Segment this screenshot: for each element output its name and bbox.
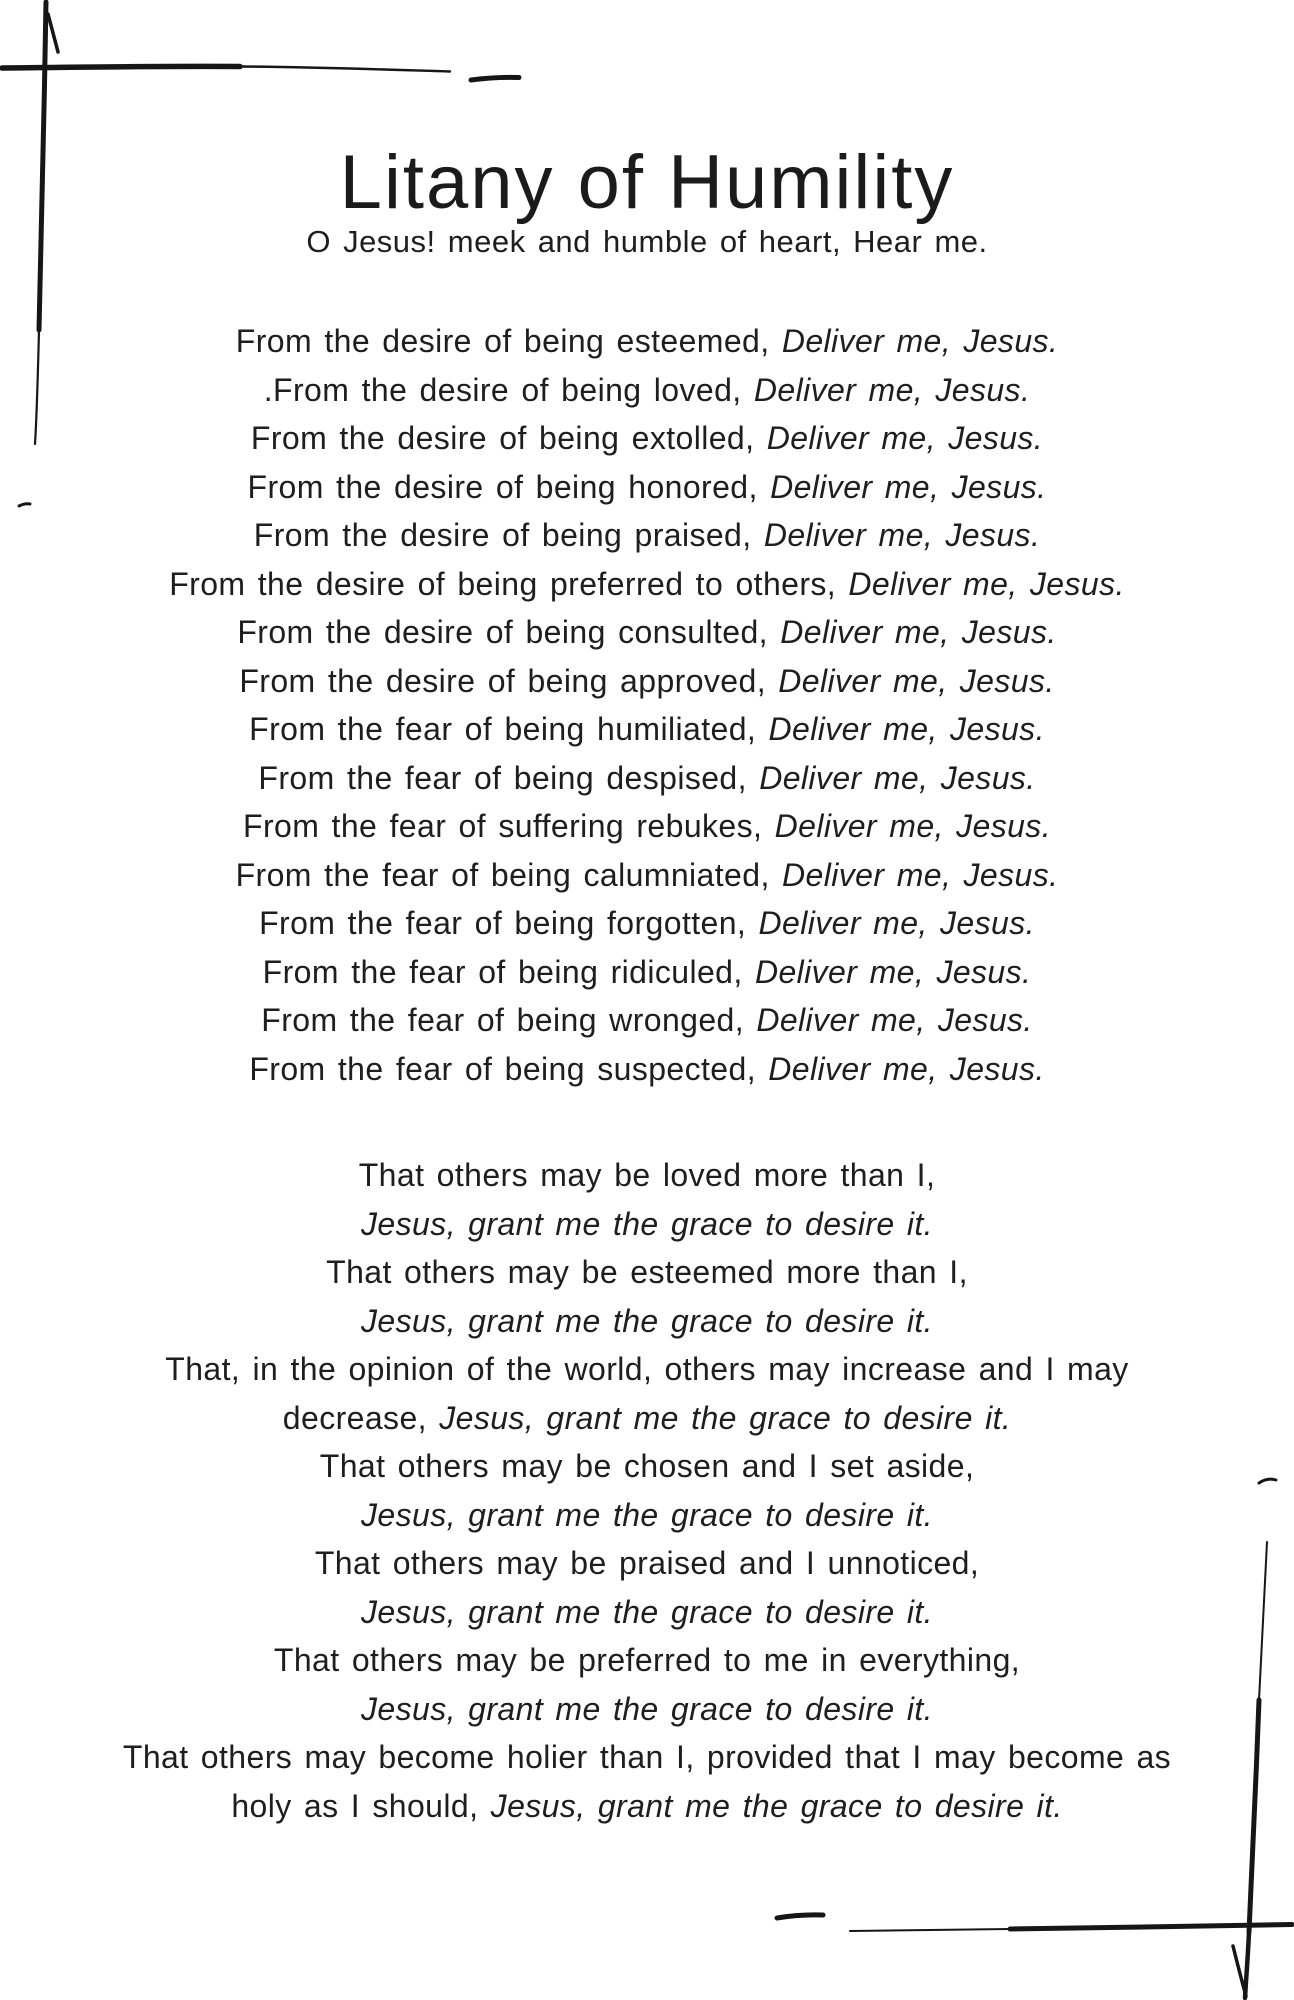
petition-text: From the desire of being esteemed, <box>235 323 782 359</box>
opening-invocation: O Jesus! meek and humble of heart, Hear me. <box>306 224 988 259</box>
response-text: Jesus, grant me the grace to desire it. <box>361 1496 933 1533</box>
petition-text: From the fear of being forgotten, <box>259 905 759 941</box>
petition-text: That others may be chosen and I set aside, <box>319 1448 975 1484</box>
litany-line <box>0 948 1294 997</box>
litany-line <box>0 560 1294 609</box>
stanza-grant-me-grace <box>0 1151 1294 1830</box>
petition-text: That others may be esteemed more than I, <box>326 1254 968 1290</box>
petition-text: From the fear of suffering rebukes, <box>243 808 775 844</box>
petition-text: That others may become holier than I, provided that I may become as <box>122 1739 1172 1775</box>
response-text: Deliver me, Jesus. <box>780 614 1057 650</box>
petition-text: From the fear of being ridiculed, <box>262 953 755 990</box>
litany-line <box>0 463 1294 512</box>
response-text: Jesus, grant me the grace to desire it. <box>361 1205 933 1242</box>
petition-text: That others may be preferred to me in everything, <box>273 1642 1021 1678</box>
response-text: Deliver me, Jesus. <box>756 1002 1033 1038</box>
response-text: Deliver me, Jesus. <box>770 468 1047 505</box>
response-text: Jesus, grant me the grace to desire it. <box>439 1399 1012 1436</box>
litany-line <box>0 1200 1294 1249</box>
stanza-deliver-me <box>0 317 1294 1093</box>
petition-text: From the desire of being approved, <box>239 662 779 699</box>
dash-top-center-icon <box>471 77 519 80</box>
response-text: Deliver me, Jesus. <box>763 517 1041 553</box>
petition-text: .From the desire of being loved, <box>263 371 754 408</box>
response-text: Deliver me, Jesus. <box>848 565 1125 602</box>
litany-line <box>0 317 1294 366</box>
petition-text: From the fear of being calumniated, <box>235 856 783 893</box>
litany-line <box>0 1297 1294 1346</box>
response-text: Deliver me, Jesus. <box>768 711 1045 747</box>
litany-line <box>0 1733 1294 1782</box>
petition-text: From the desire of being honored, <box>247 468 771 505</box>
petition-text: From the desire of being praised, <box>253 517 764 553</box>
litany-line <box>0 705 1294 754</box>
response-text: Deliver me, Jesus. <box>768 1050 1045 1087</box>
litany-line <box>0 414 1294 463</box>
litany-line <box>0 802 1294 851</box>
response-text: Deliver me, Jesus. <box>754 953 1032 990</box>
petition-text: From the fear of being suspected, <box>249 1050 769 1087</box>
petition-text: From the fear of being humiliated, <box>249 711 769 747</box>
litany-line <box>0 1248 1294 1297</box>
petition-text: That others may be loved more than I, <box>358 1157 936 1193</box>
dash-bottom-center-icon <box>777 1915 823 1918</box>
petition-text: From the desire of being consulted, <box>237 614 781 650</box>
litany-line <box>0 996 1294 1045</box>
response-text: Deliver me, Jesus. <box>753 371 1031 408</box>
petition-text: From the desire of being extolled, <box>250 420 767 456</box>
litany-line <box>0 1394 1294 1443</box>
petition-text: From the fear of being wronged, <box>261 1002 757 1038</box>
response-text: Deliver me, Jesus. <box>778 662 1055 699</box>
litany-line <box>0 851 1294 900</box>
litany-line <box>0 1636 1294 1685</box>
petition-text: holy as I should, <box>231 1787 491 1824</box>
petition-text: That, in the opinion of the world, others may increase and I may <box>165 1351 1129 1387</box>
response-text: Deliver me, Jesus. <box>782 856 1059 893</box>
petition-text: From the desire of being preferred to others, <box>169 565 849 602</box>
litany-line <box>0 1151 1294 1200</box>
litany-line <box>0 899 1294 948</box>
litany-line <box>0 1491 1294 1540</box>
litany-line <box>0 1345 1294 1394</box>
litany-line <box>0 608 1294 657</box>
litany-line <box>0 1685 1294 1734</box>
response-text: Deliver me, Jesus. <box>766 420 1044 456</box>
litany-line <box>0 1782 1294 1831</box>
petition-text: From the fear of being despised, <box>258 759 760 796</box>
response-text: Deliver me, Jesus. <box>774 808 1051 844</box>
response-text: Deliver me, Jesus. <box>758 905 1035 941</box>
response-text: Jesus, grant me the grace to desire it. <box>361 1302 933 1339</box>
response-text: Deliver me, Jesus. <box>781 323 1059 359</box>
litany-line <box>0 1045 1294 1094</box>
petition-text: That others may be praised and I unnoticed, <box>314 1545 980 1581</box>
litany-line <box>0 1539 1294 1588</box>
litany-line <box>0 366 1294 415</box>
response-text: Jesus, grant me the grace to desire it. <box>490 1787 1063 1824</box>
litany-line <box>0 1588 1294 1637</box>
litany-line <box>0 1442 1294 1491</box>
page-title: Litany of Humility <box>339 139 955 225</box>
litany-line <box>0 754 1294 803</box>
response-text: Deliver me, Jesus. <box>759 759 1036 796</box>
response-text: Jesus, grant me the grace to desire it. <box>361 1593 933 1630</box>
petition-text: decrease, <box>282 1399 440 1436</box>
litany-line <box>0 511 1294 560</box>
response-text: Jesus, grant me the grace to desire it. <box>361 1690 933 1727</box>
litany-line <box>0 657 1294 706</box>
